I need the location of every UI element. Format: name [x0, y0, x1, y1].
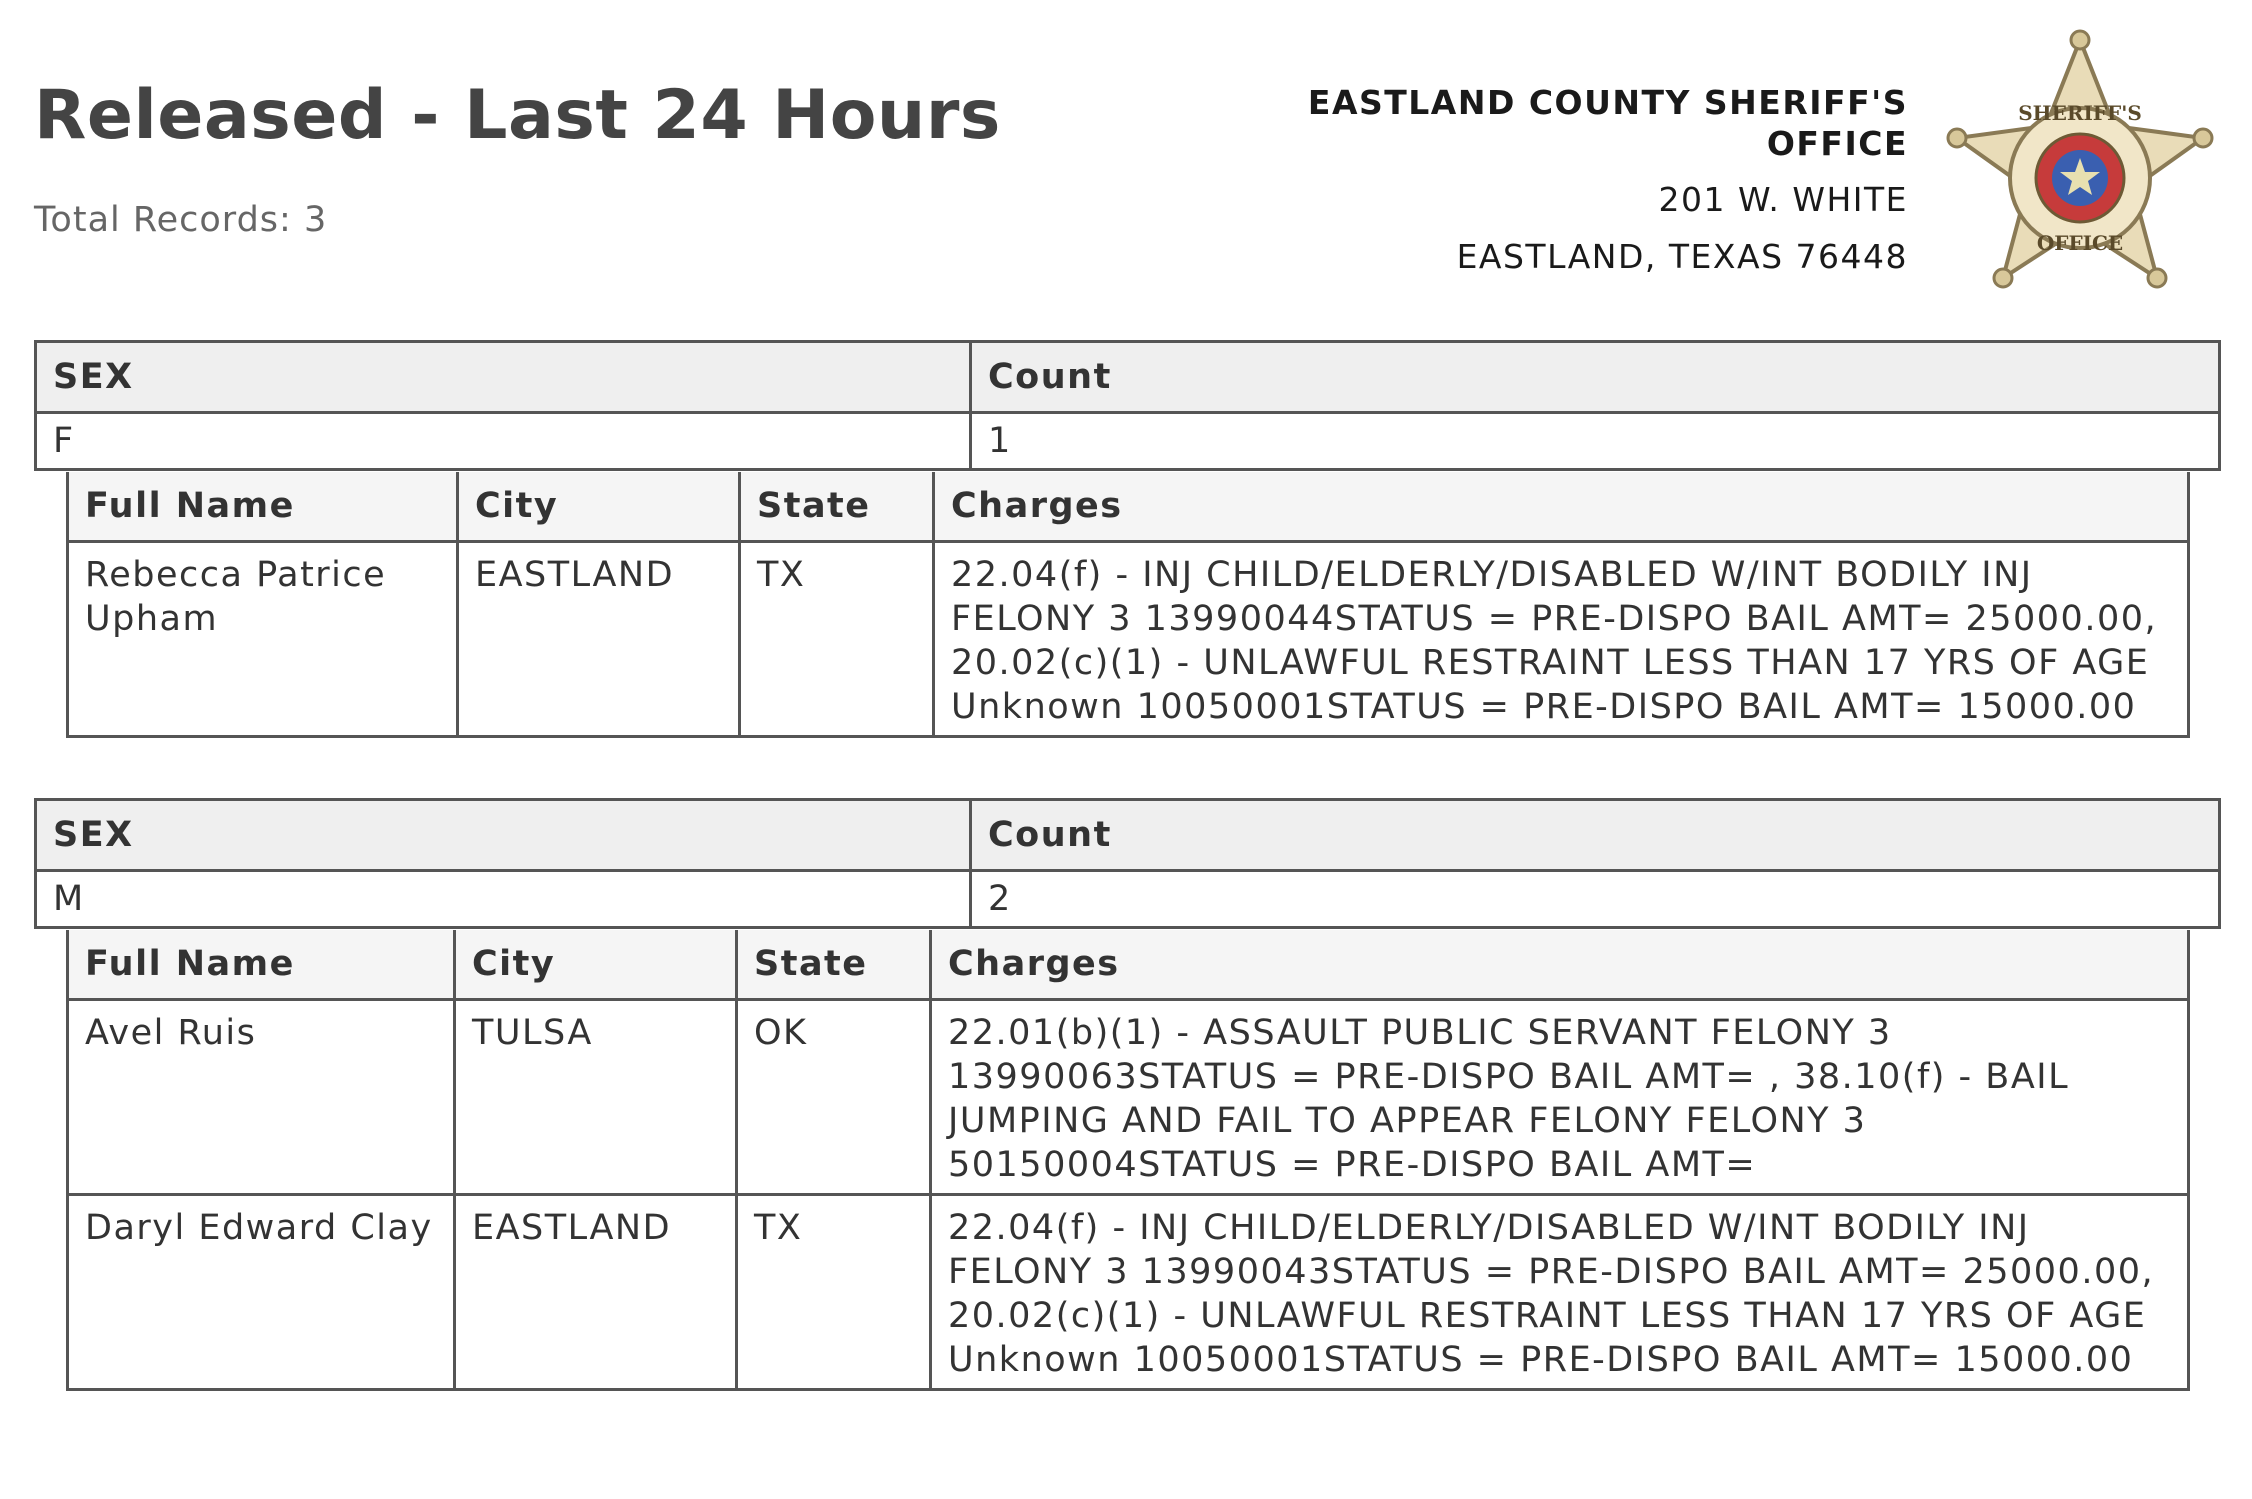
full-name-header: Full Name — [68, 930, 455, 1000]
state-header: State — [740, 472, 934, 542]
table-row — [68, 542, 2189, 737]
office-info — [1268, 82, 1908, 277]
records-table-m — [66, 930, 2190, 1391]
page-title: Released - Last 24 Hours — [34, 76, 1001, 155]
office-street: 201 W. WHITE — [1658, 180, 1908, 219]
table-row — [68, 1195, 2189, 1390]
full-name-cell: Daryl Edward Clay — [68, 1195, 455, 1390]
charges-header: Charges — [934, 472, 2189, 542]
city-cell: EASTLAND — [455, 1195, 737, 1390]
state-cell: OK — [737, 1000, 931, 1195]
full-name-cell: Rebecca Patrice Upham — [68, 542, 458, 737]
office-city-state: EASTLAND, TEXAS 76448 — [1456, 237, 1908, 276]
badge-text-top: SHERIFF'S — [2018, 101, 2142, 125]
sex-value: M — [36, 871, 971, 928]
count-header: Count — [971, 342, 2220, 413]
sex-value: F — [36, 413, 971, 470]
sex-group-table-m — [34, 798, 2221, 929]
count-value: 1 — [971, 413, 2220, 470]
charges-cell: 22.04(f) - INJ CHILD/ELDERLY/DISABLED W/INT BODILY INJ FELONY 3 13990043STATUS = PRE-DISPO BAIL AMT= 25000.00, 20.02(c)(1) - UNLAWFUL RESTRAINT LESS THAN 17 YRS OF AGE Unknown 10050001STATUS = PRE-DISPO BAIL AMT= 15000.00 — [931, 1195, 2189, 1390]
badge-text-bottom: OFFICE — [2036, 231, 2124, 255]
city-cell: TULSA — [455, 1000, 737, 1195]
state-cell: TX — [740, 542, 934, 737]
charges-header: Charges — [931, 930, 2189, 1000]
sex-header: SEX — [36, 800, 971, 871]
state-header: State — [737, 930, 931, 1000]
full-name-cell: Avel Ruis — [68, 1000, 455, 1195]
table-row — [68, 1000, 2189, 1195]
office-name: EASTLAND COUNTY SHERIFF'S OFFICE — [1307, 83, 1908, 163]
charges-cell: 22.04(f) - INJ CHILD/ELDERLY/DISABLED W/INT BODILY INJ FELONY 3 13990044STATUS = PRE-DISPO BAIL AMT= 25000.00, 20.02(c)(1) - UNLAWFUL RESTRAINT LESS THAN 17 YRS OF AGE Unknown 10050001STATUS = PRE-DISPO BAIL AMT= 15000.00 — [934, 542, 2189, 737]
sheriff-star-badge-icon — [1935, 28, 2225, 308]
state-cell: TX — [737, 1195, 931, 1390]
full-name-header: Full Name — [68, 472, 458, 542]
city-cell: EASTLAND — [458, 542, 740, 737]
city-header: City — [455, 930, 737, 1000]
count-value: 2 — [971, 871, 2220, 928]
city-header: City — [458, 472, 740, 542]
charges-cell: 22.01(b)(1) - ASSAULT PUBLIC SERVANT FELONY 3 13990063STATUS = PRE-DISPO BAIL AMT= , 38.10(f) - BAIL JUMPING AND FAIL TO APPEAR FELONY FELONY 3 50150004STATUS = PRE-DISPO BAIL AMT= — [931, 1000, 2189, 1195]
total-records: Total Records: 3 — [34, 200, 328, 240]
count-header: Count — [971, 800, 2220, 871]
records-table-f — [66, 472, 2190, 738]
sex-group-table-f — [34, 340, 2221, 471]
sex-header: SEX — [36, 342, 971, 413]
